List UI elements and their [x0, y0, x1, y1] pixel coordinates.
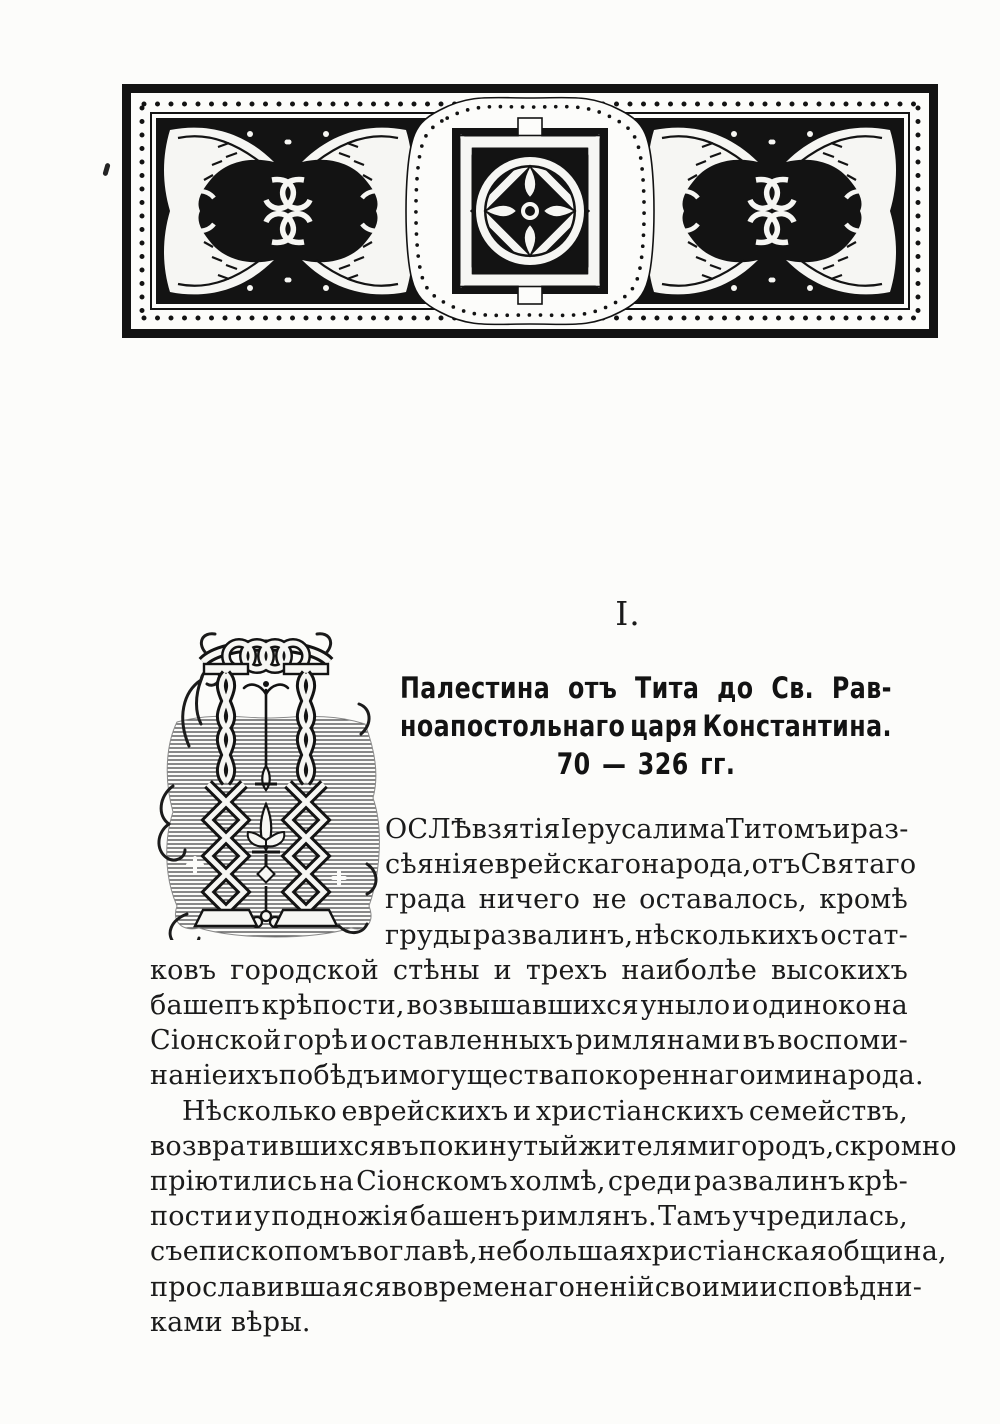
word: гоненій — [544, 1271, 655, 1303]
word: града — [385, 884, 467, 916]
body-text-line — [150, 1023, 908, 1059]
word: и — [380, 1060, 399, 1092]
word: прославившаяся — [150, 1271, 392, 1303]
word: ими — [755, 1060, 814, 1092]
word: ничего — [478, 884, 581, 916]
word: Палестина — [400, 671, 551, 705]
word: Св. — [771, 671, 815, 705]
word: кромѣ — [819, 884, 908, 916]
word: и — [513, 1095, 532, 1127]
word: ноапостольнаго — [400, 709, 626, 743]
body-text-line — [385, 918, 908, 954]
word: своими — [654, 1271, 760, 1303]
word: небольшая — [477, 1236, 637, 1268]
word: ками — [150, 1306, 223, 1338]
word: уныло — [640, 990, 731, 1021]
word: въ — [742, 1025, 776, 1057]
word: горѣ — [283, 1025, 349, 1057]
body-text-line — [182, 1094, 908, 1130]
word: покинутый — [418, 1130, 579, 1162]
ornamental-headpiece — [122, 84, 938, 338]
word: Рав- — [831, 671, 892, 705]
word: ОСЛѢ — [385, 814, 472, 845]
word: оставленныхъ — [370, 1025, 574, 1057]
word: возвышавшихся — [406, 990, 639, 1021]
chapter-title-line — [400, 745, 892, 783]
body-text-line — [150, 1305, 908, 1341]
word: Сіонскомъ — [356, 1166, 508, 1197]
word: подножія — [271, 1201, 409, 1233]
word: воспоми- — [777, 1025, 908, 1057]
word: одиноко — [752, 990, 872, 1021]
word: и — [493, 954, 512, 986]
word: остат- — [820, 919, 908, 951]
word: Нѣсколько — [182, 1095, 337, 1127]
word: времена — [423, 1271, 545, 1303]
body-text-line — [385, 812, 908, 848]
word: епископомъ — [182, 1236, 358, 1268]
headpiece-woodcut — [122, 84, 938, 338]
dropcap-initial-P — [143, 626, 393, 940]
word: ковъ — [150, 954, 217, 986]
word: нѣсколькихъ — [634, 919, 819, 951]
word: взятія — [471, 814, 561, 845]
word: римлянъ. — [520, 1201, 657, 1233]
word: сѣянія — [385, 849, 479, 881]
word: во — [391, 1271, 424, 1303]
word: и — [234, 1201, 253, 1233]
ornate-initial-glyph — [143, 626, 393, 940]
word: народа. — [813, 1060, 924, 1092]
word: покореннаго — [570, 1060, 756, 1092]
word: Константина. — [702, 709, 892, 743]
word: до — [717, 671, 754, 705]
word: Титомъ — [725, 814, 833, 845]
body-text-line — [385, 847, 917, 883]
word: гг. — [700, 747, 736, 781]
word: могущества — [398, 1060, 571, 1092]
word: на — [319, 1166, 354, 1197]
chapter-title-line — [400, 707, 892, 745]
word: община, — [827, 1236, 947, 1268]
word: 70 — [556, 747, 591, 781]
body-text-line — [150, 1270, 923, 1306]
word: пріютились — [150, 1166, 318, 1197]
word: и — [732, 990, 751, 1021]
word: — — [602, 747, 627, 781]
word: еврейскаго — [478, 849, 642, 881]
body-text-line — [150, 1164, 908, 1200]
word: учредилась, — [732, 1201, 908, 1233]
word: еврейскихъ — [341, 1095, 509, 1127]
body-text-line — [385, 882, 908, 918]
word: развалинъ, — [473, 919, 634, 951]
word: 326 — [637, 747, 689, 781]
chapter-number: I. — [615, 594, 641, 633]
word: отъ — [751, 849, 801, 881]
word: въ — [386, 1130, 419, 1162]
word: стѣны — [392, 954, 480, 986]
word: и — [350, 1025, 369, 1057]
word: царя — [630, 709, 698, 743]
word: крѣ- — [847, 1166, 908, 1197]
word: раз- — [850, 814, 909, 845]
word: высокихъ — [771, 954, 908, 986]
word: городской — [230, 954, 379, 986]
word: груды — [385, 919, 472, 951]
word: во — [357, 1236, 390, 1268]
word: отъ — [568, 671, 618, 705]
word: Сіонской — [150, 1025, 282, 1057]
word: побѣдъ — [278, 1060, 381, 1092]
body-text-line — [150, 1199, 908, 1235]
word: Тамъ — [658, 1201, 732, 1233]
word: у — [254, 1201, 271, 1233]
word: башенъ — [409, 1201, 520, 1233]
word: римлянами — [575, 1025, 741, 1057]
word: Тита — [635, 671, 700, 705]
word: жителями — [578, 1130, 727, 1162]
word: городъ, — [726, 1130, 835, 1162]
word: холмѣ, — [509, 1166, 606, 1197]
word: наиболѣе — [621, 954, 758, 986]
word: оставалось, — [639, 884, 807, 916]
word: народа, — [641, 849, 752, 881]
word: пости — [150, 1201, 234, 1233]
word: ихъ — [227, 1060, 279, 1092]
word: исповѣдни- — [759, 1271, 923, 1303]
word: трехъ — [525, 954, 608, 986]
chapter-title-line — [400, 669, 892, 707]
word: и — [832, 814, 851, 845]
word: среди — [607, 1166, 692, 1197]
word: не — [592, 884, 627, 916]
word: съ — [150, 1236, 183, 1268]
body-text-line — [150, 1234, 947, 1270]
body-text-line — [150, 953, 908, 989]
word: Іерусалима — [560, 814, 726, 845]
word: на — [873, 990, 908, 1021]
word: скромно — [834, 1130, 957, 1162]
word: крѣпости, — [261, 990, 405, 1021]
word: семействъ, — [748, 1095, 908, 1127]
word: вѣры. — [230, 1306, 311, 1338]
body-text-line — [150, 1058, 924, 1094]
body-text-line — [150, 1129, 957, 1165]
ink-speck — [102, 163, 110, 177]
word: возвратившихся — [150, 1130, 387, 1162]
word: башепъ — [150, 990, 260, 1021]
word: Святаго — [800, 849, 917, 881]
word: христіанскихъ — [535, 1095, 745, 1127]
word: развалинъ — [693, 1166, 846, 1197]
body-text-line — [150, 988, 908, 1024]
word: наніе — [150, 1060, 228, 1092]
word: христіанская — [636, 1236, 828, 1268]
word: главѣ, — [389, 1236, 478, 1268]
